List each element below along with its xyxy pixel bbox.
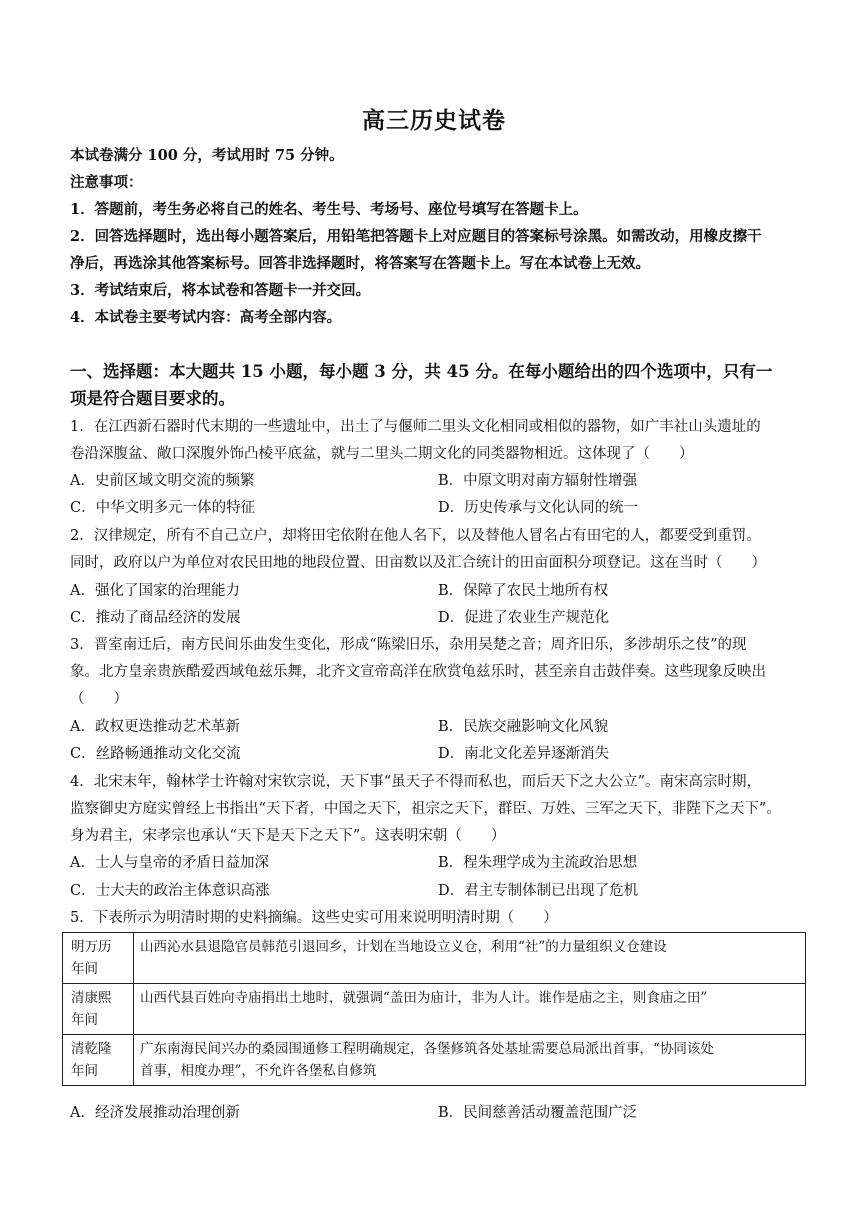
notice-item: 3．考试结束后，将本试卷和答题卡一并交回。 <box>70 282 371 299</box>
question-3-option-b: B．民族交融影响文化风貌 <box>438 719 609 735</box>
era-text: 明万历 <box>71 939 112 955</box>
era-cell <box>63 1035 134 1086</box>
question-1-text: 1．在江西新石器时代末期的一些遗址中，出土了与偃师二里头文化相同或相似的器物，如广丰社山头遗址的 <box>70 419 761 435</box>
content-cell <box>134 984 806 1035</box>
era-text: 年间 <box>71 1063 98 1079</box>
table-row <box>63 1035 806 1086</box>
question-1-text: 卷沿深腹盆、敞口深腹外饰凸棱平底盆，就与二里头二期文化的同类器物相近。这体现了（ ） <box>70 446 694 462</box>
question-3-option-d: D．南北文化差异逐渐消失 <box>438 746 610 762</box>
table-row <box>63 933 806 984</box>
era-text: 清康熙 <box>71 990 112 1006</box>
question-1-option-b: B．中原文明对南方辐射性增强 <box>438 473 638 489</box>
question-2-text: 同时，政府以户为单位对农民田地的地段位置、田亩数以及汇合统计的田亩面积分项登记。这在当时（ ） <box>70 555 766 571</box>
content-cell <box>134 1035 806 1086</box>
content-text: 首事，相度办理”，不允许各堡私自修筑 <box>140 1063 377 1079</box>
question-2-option-d: D．促进了农业生产规范化 <box>438 610 610 626</box>
content-cell <box>134 933 806 984</box>
table-row <box>63 984 806 1035</box>
content-text: 广东南海民间兴办的桑园围通修工程明确规定，各堡修筑各处基址需要总局派出首事，“协同该处 <box>140 1041 714 1057</box>
era-cell <box>63 933 134 984</box>
notice-title: 注意事项： <box>70 174 143 191</box>
notice-item: 净后，再选涂其他答案标号。回答非选择题时，将答案写在答题卡上。写在本试卷上无效。 <box>70 255 650 272</box>
question-1-option-a: A．史前区域文明交流的频繁 <box>70 473 255 489</box>
question-3-option-a: A．政权更迭推动艺术革新 <box>70 719 240 735</box>
question-4-option-b: B．程朱理学成为主流政治思想 <box>438 855 638 871</box>
page-title: 高三历史试卷 <box>362 107 506 134</box>
question-3-text: 3．晋室南迁后，南方民间乐曲发生变化，形成“陈梁旧乐，杂用吴楚之音；周齐旧乐，多涉胡乐之伎”的现 <box>70 637 747 653</box>
question-4-text: 4．北宋末年，翰林学士许翰对宋钦宗说，天下事“虽天子不得而私也，而后天下之大公立”。南宋高宗时期， <box>70 774 762 790</box>
question-3-text: 象。北方皇亲贵族酷爱西域龟兹乐舞，北齐文宣帝高洋在欣赏龟兹乐时，甚至亲自击鼓伴奏。这些现象反映出 <box>70 664 766 680</box>
question-4-text: 身为君主，宋孝宗也承认“天下是天下之天下”。这表明宋朝（ ） <box>70 828 506 844</box>
section-heading-cont: 项是符合题目要求的。 <box>70 389 235 408</box>
question-2-text: 2．汉律规定，所有不自己立户，却将田宅依附在他人名下，以及替他人冒名占有田宅的人，都要受到重罚。 <box>70 528 761 544</box>
era-text: 清乾隆 <box>71 1041 112 1057</box>
question-5-option-b: B．民间慈善活动覆盖范围广泛 <box>438 1105 638 1121</box>
question-5-text: 5．下表所示为明清时期的史料摘编。这些史实可用来说明明清时期（ ） <box>70 910 558 926</box>
era-cell <box>63 984 134 1035</box>
era-text: 年间 <box>71 1012 98 1028</box>
section-heading: 一、选择题：本大题共 15 小题，每小题 3 分，共 45 分。在每小题给出的四个选项中，只有一 <box>70 362 773 381</box>
score-note: 本试卷满分 100 分，考试用时 75 分钟。 <box>70 147 344 164</box>
question-2-option-b: B．保障了农民土地所有权 <box>438 583 609 599</box>
content-text: 山西沁水县退隐官员韩范引退回乡，计划在当地设立义仓，利用“社”的力量组织义仓建设 <box>140 939 667 955</box>
question-1-option-d: D．历史传承与文化认同的统一 <box>438 500 639 516</box>
question-3-text: （ ） <box>70 691 128 707</box>
content-text: 山西代县百姓向寺庙捐出土地时，就强调“盖田为庙计，非为人计。谁作是庙之主，则食庙之田” <box>140 990 708 1006</box>
notice-item: 1．答题前，考生务必将自己的姓名、考生号、考场号、座位号填写在答题卡上。 <box>70 201 588 218</box>
question-4-option-a: A．士人与皇帝的矛盾日益加深 <box>70 855 269 871</box>
notice-item: 4．本试卷主要考试内容：高考全部内容。 <box>70 309 342 326</box>
question-4-option-c: C．士大夫的政治主体意识高涨 <box>70 883 270 899</box>
question-1-option-c: C．中华文明多元一体的特征 <box>70 500 256 516</box>
era-text: 年间 <box>71 961 98 977</box>
question-5-option-a: A．经济发展推动治理创新 <box>70 1105 240 1121</box>
question-4-text: 监察御史方庭实曾经上书指出“天下者，中国之天下，祖宗之天下，群臣、万姓、三军之天下，非陛下之天下”。 <box>70 801 781 817</box>
source-table <box>62 932 806 1086</box>
notice-item: 2．回答选择题时，选出每小题答案后，用铅笔把答题卡上对应题目的答案标号涂黑。如需改动，用橡皮擦干 <box>70 228 762 245</box>
question-2-option-c: C．推动了商品经济的发展 <box>70 610 241 626</box>
question-4-option-d: D．君主专制体制已出现了危机 <box>438 883 639 899</box>
question-3-option-c: C．丝路畅通推动文化交流 <box>70 746 241 762</box>
question-2-option-a: A．强化了国家的治理能力 <box>70 583 240 599</box>
